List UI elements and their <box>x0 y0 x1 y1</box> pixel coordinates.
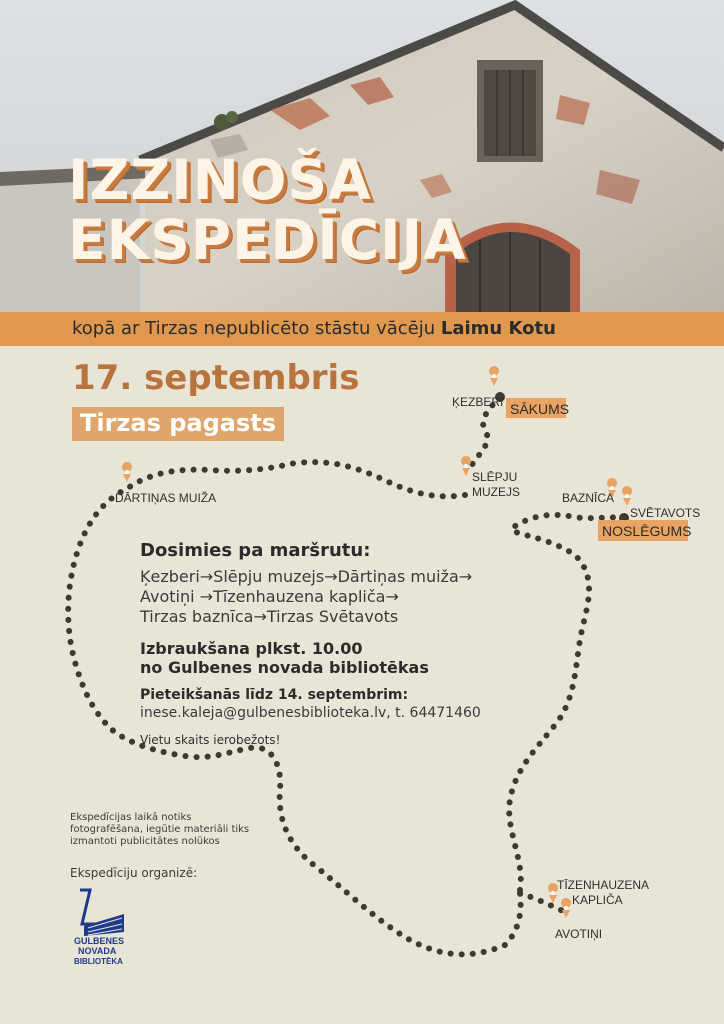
route-line: Tirzas baznīca→Tirzas Svētavots <box>140 607 399 626</box>
registration-deadline: Pieteikšanās līdz 14. septembrim: <box>140 687 409 703</box>
route-line-south <box>520 893 565 912</box>
route-line: Avotiņi →Tīzenhauzena kapliča→ <box>140 587 399 606</box>
pin-svetavots-icon <box>622 486 632 506</box>
photography-notice: Ekspedīcijas laikā notiks fotografēšana, iegūtie materiāli tiks izmantoti publicitātes nolūkos <box>70 812 250 847</box>
label-slepju-line2: MUZEJS <box>472 485 520 499</box>
logo-line-2: NOVADA <box>78 946 117 956</box>
library-logo-icon <box>74 884 130 966</box>
end-tag: NOSLĒGUMS <box>602 523 692 539</box>
pin-kezberi-icon <box>489 366 499 386</box>
info-block <box>140 540 560 747</box>
label-slepju-line1: SLĒPJU <box>472 470 518 484</box>
logo-line-1: GULBENES <box>74 936 125 946</box>
pin-slepju-icon <box>461 456 471 476</box>
start-tag: SĀKUMS <box>510 401 570 417</box>
label-svetavots: SVĒTAVOTS <box>630 506 701 520</box>
event-date: 17. septembris <box>72 358 360 398</box>
organizer-label: Ekspedīciju organizē: <box>70 866 198 880</box>
limited-seats-note: Vietu skaits ierobežots! <box>140 733 281 747</box>
departure-info <box>140 639 560 677</box>
route-description <box>140 567 560 627</box>
logo-line-3: BIBLIOTĒKA <box>74 957 123 966</box>
departure-time: Izbraukšana plkst. 10.00 <box>140 639 363 658</box>
label-kezberi: ĶEZBERI <box>452 395 504 409</box>
label-dartinas: DĀRTIŅAS MUIŽA <box>115 491 217 505</box>
title-line-1: IZZINOŠA <box>68 148 372 212</box>
route-line: Ķezberi→Slēpju muzejs→Dārtiņas muiža→ <box>140 567 473 586</box>
route-heading: Dosimies pa maršrutu: <box>140 540 371 561</box>
contact-info: inese.kaleja@gulbenesbiblioteka.lv, t. 64471460 <box>140 705 481 721</box>
event-place: Tirzas pagasts <box>72 407 284 441</box>
label-avotini: AVOTIŅI <box>555 927 603 941</box>
subtitle-prefix: kopā ar Tirzas nepublicēto stāstu vācēju <box>72 318 441 339</box>
label-tizenhauzena-line1: TĪZENHAUZENA <box>557 878 650 892</box>
guide-name: Laimu Kotu <box>440 318 556 339</box>
departure-place: no Gulbenes novada bibliotēkas <box>140 658 429 677</box>
label-tizenhauzena-line2: KAPLIČA <box>572 893 623 907</box>
pin-dartinas-icon <box>122 462 132 482</box>
label-baznica: BAZNĪCA <box>562 491 615 505</box>
title-line-2: EKSPEDĪCIJA <box>68 208 467 272</box>
